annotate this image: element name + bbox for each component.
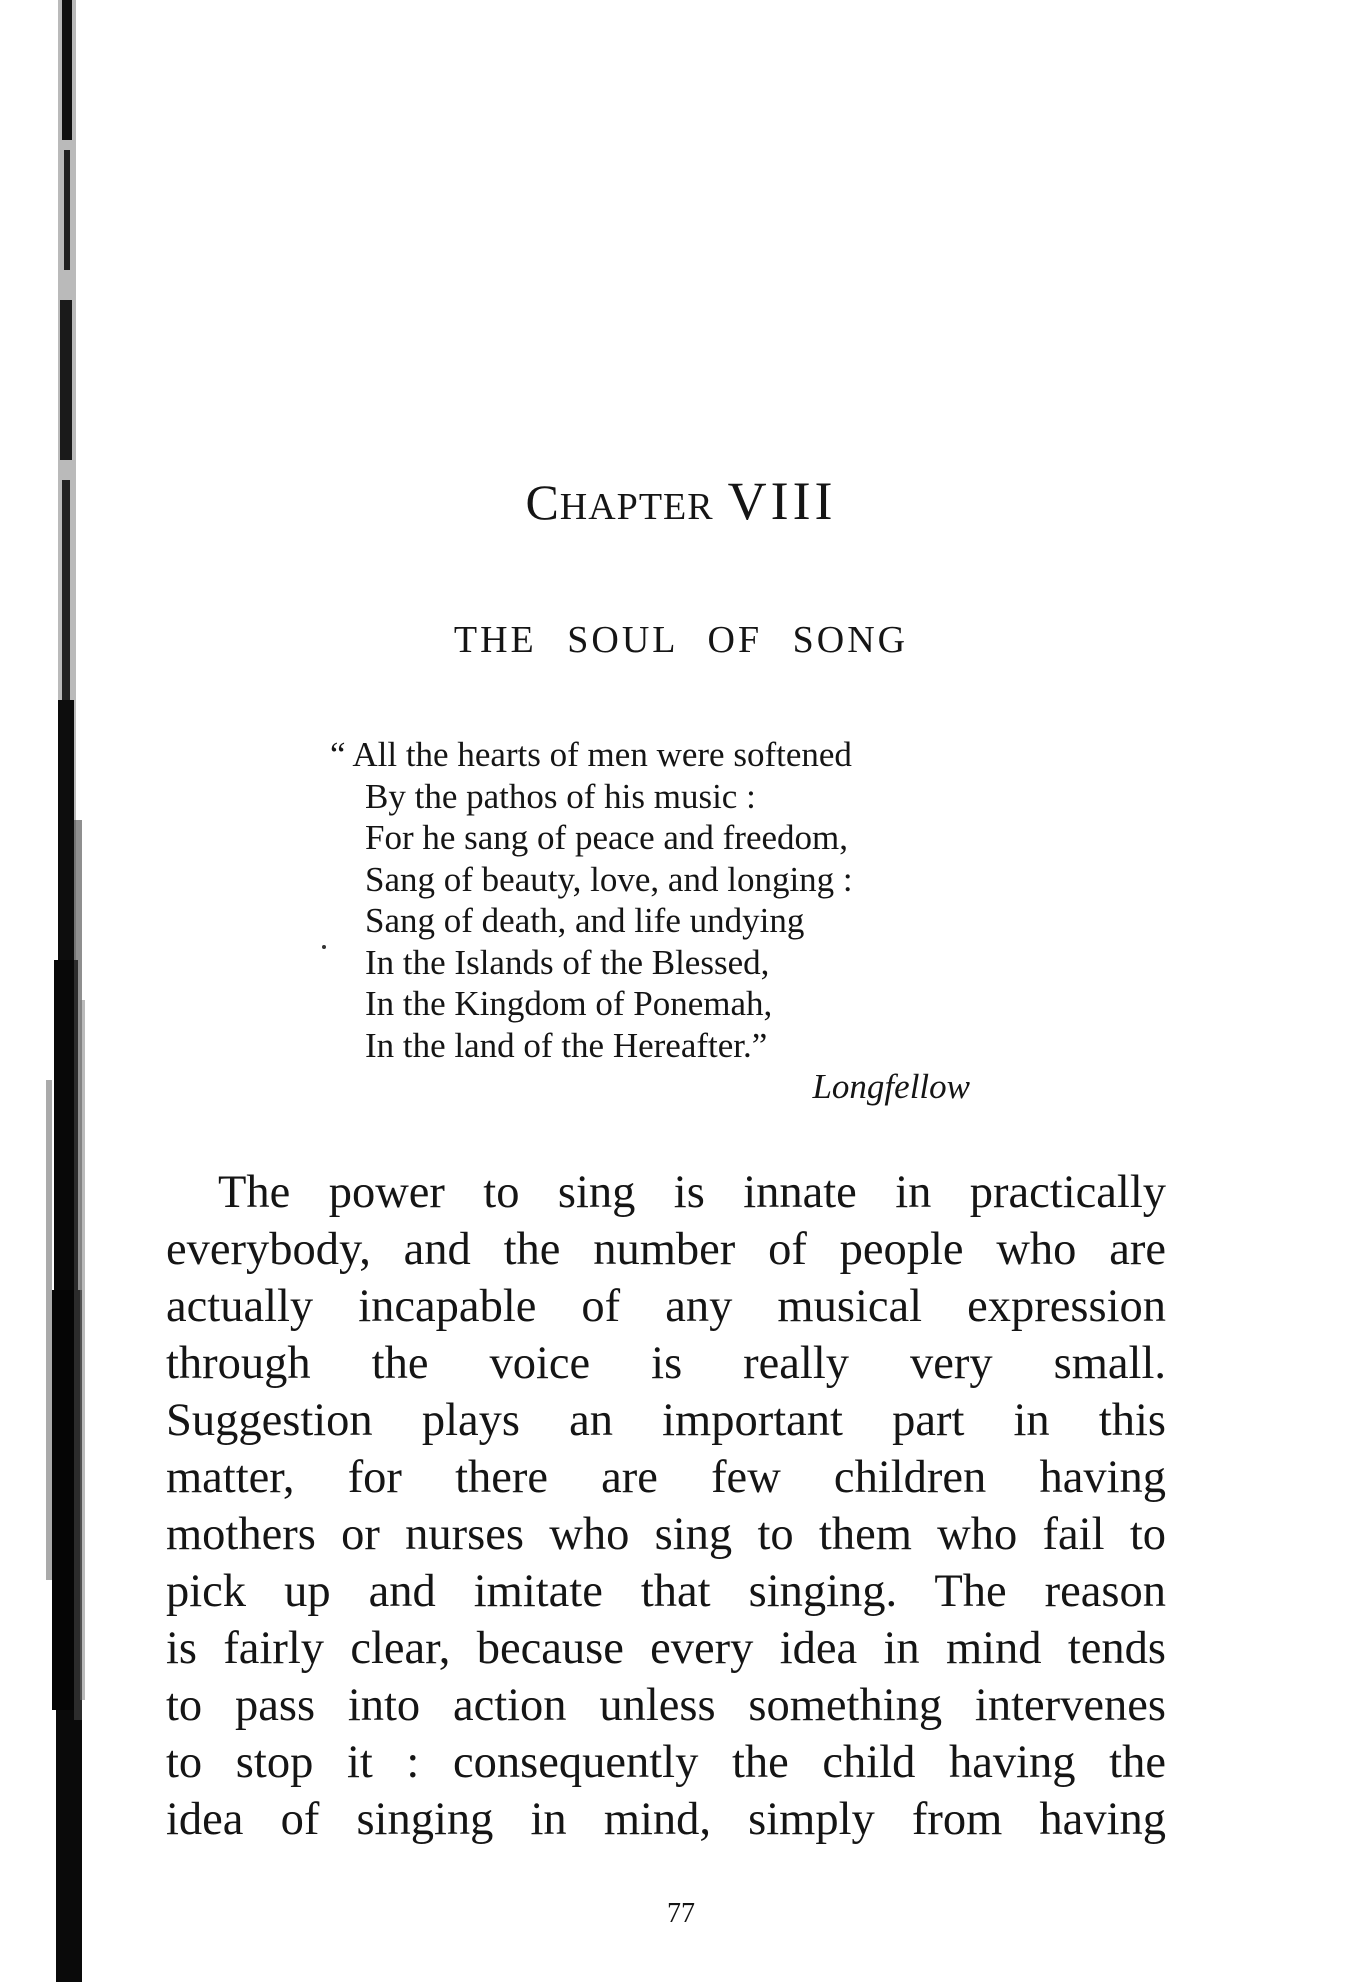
body-line: pick up and imitate that singing. The reason (166, 1566, 1166, 1617)
body-line: mothers or nurses who sing to them who fail to (166, 1509, 1166, 1560)
body-line: everybody, and the number of people who are (166, 1224, 1166, 1275)
scanned-binding-edge (40, 0, 122, 1982)
chapter-label-rest: HAPTER (559, 486, 714, 528)
body-line: is fairly clear, because every idea in mind tends (166, 1623, 1166, 1674)
body-line: actually incapable of any musical expression (166, 1281, 1166, 1332)
chapter-title: THE SOUL OF SONG (453, 619, 909, 661)
epigraph-line: For he sang of peace and freedom, (365, 818, 848, 857)
epigraph-line: In the Islands of the Blessed, (365, 942, 770, 982)
body-line: to pass into action unless something intervenes (166, 1680, 1166, 1731)
chapter-numeral: VIII (727, 471, 837, 531)
page-number: 77 (667, 1898, 695, 1929)
epigraph-attribution: Longfellow (812, 1067, 970, 1106)
epigraph-line: In the land of the Hereafter.” (365, 1025, 768, 1065)
epigraph (330, 734, 1010, 1108)
body-line: through the voice is really very small. (166, 1338, 1166, 1389)
scan-speck (322, 945, 326, 949)
epigraph-line: By the pathos of his music : (365, 776, 756, 816)
epigraph-line: Sang of death, and life undying (365, 901, 805, 940)
body-line: idea of singing in mind, simply from having (166, 1794, 1166, 1845)
body-line: to stop it : consequently the child having the (166, 1737, 1166, 1788)
chapter-label-initial: C (525, 474, 560, 530)
epigraph-line: Sang of beauty, love, and longing : (365, 859, 853, 899)
body-line: Suggestion plays an important part in this (166, 1395, 1166, 1446)
epigraph-line: “ All the hearts of men were softened (330, 735, 852, 774)
body-paragraph (166, 1164, 1166, 1848)
body-line: The power to sing is innate in practically (218, 1167, 1166, 1218)
chapter-heading (0, 470, 1362, 532)
epigraph-line: In the Kingdom of Ponemah, (365, 984, 773, 1023)
body-line: matter, for there are few children having (166, 1452, 1166, 1503)
